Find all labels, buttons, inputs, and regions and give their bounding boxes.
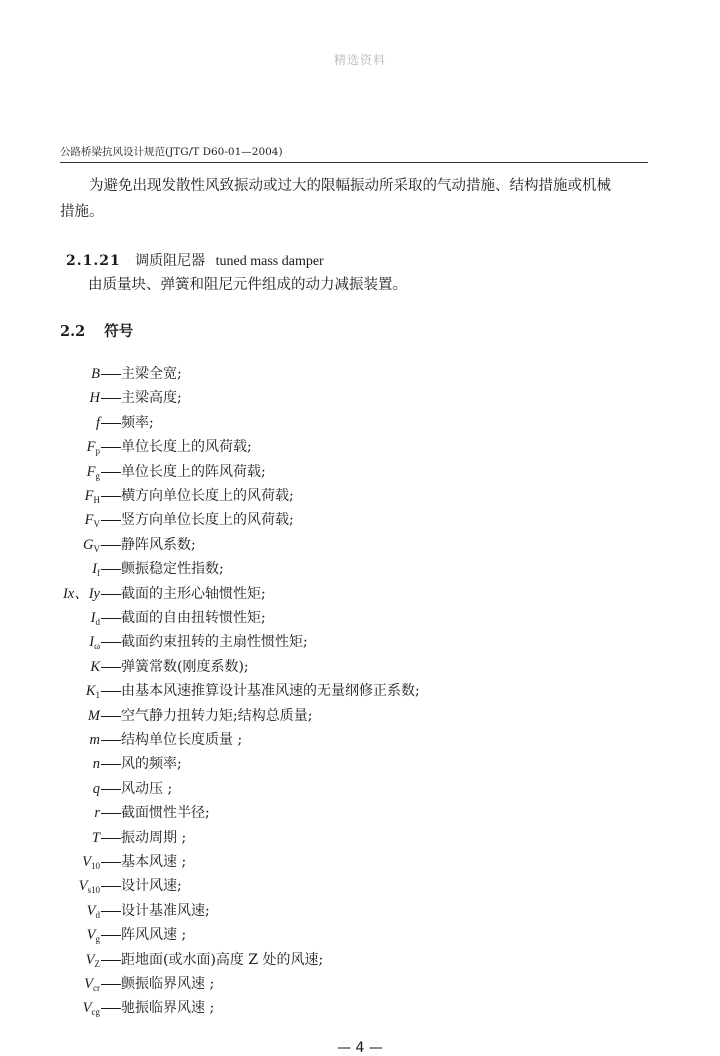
em-dash-separator: [101, 398, 121, 399]
clause-term: 调质阻尼器: [135, 253, 206, 269]
symbol-letter: H: [89, 390, 100, 407]
em-dash-separator: [101, 447, 121, 448]
symbol-description: 风动压 ;: [121, 780, 173, 797]
header-rule: [60, 162, 648, 163]
symbol-row: [0, 828, 720, 848]
symbol-row: [0, 901, 720, 921]
symbol-letter: q: [92, 780, 100, 797]
symbol-notation: [91, 364, 100, 384]
symbol-row: [0, 388, 720, 408]
symbol-letter: V: [82, 854, 91, 870]
symbol-row: [0, 681, 720, 701]
symbol-letter: K: [85, 683, 96, 700]
symbol-row: [0, 754, 720, 774]
symbol-description: 结构单位长度质量 ;: [121, 732, 243, 748]
symbol-row: [0, 852, 720, 872]
symbol-letter: K: [90, 658, 100, 675]
symbol-letter: m: [89, 732, 100, 748]
section-heading: [60, 320, 133, 341]
intro-paragraph-line-1: 为避免出现发散性风致振动或过大的限幅振动所采取的气动措施、结构措施或机械: [89, 178, 611, 194]
symbol-notation: [79, 876, 100, 900]
symbol-row: [0, 657, 720, 677]
symbol-subscript: cg: [91, 1007, 100, 1018]
symbol-row: [0, 925, 720, 945]
symbol-subscript: g: [95, 934, 100, 945]
em-dash-separator: [101, 862, 121, 863]
symbol-notation: [86, 681, 100, 705]
symbol-description: 主梁全宽;: [121, 366, 182, 382]
em-dash-separator: [101, 569, 121, 570]
em-dash-separator: [101, 984, 121, 985]
symbol-subscript: cr: [93, 983, 100, 993]
em-dash-separator: [101, 691, 121, 692]
clause-definition: 由质量块、弹簧和阻尼元件组成的动力减振装置。: [88, 277, 407, 293]
symbol-notation: [90, 657, 100, 677]
symbol-letter: F: [84, 488, 94, 504]
symbol-letter: G: [83, 536, 94, 553]
symbol-description: 距地面(或水面)高度 Z 处的风速;: [121, 951, 324, 968]
symbol-notation: [83, 535, 100, 559]
symbol-description: 驰振临界风速 ;: [121, 1000, 215, 1017]
symbol-row: [0, 974, 720, 994]
symbol-row: [0, 364, 720, 384]
symbol-row: [0, 706, 720, 726]
symbol-letter: n: [92, 756, 100, 773]
em-dash-separator: [101, 813, 121, 814]
symbol-row: [0, 950, 720, 970]
em-dash-separator: [101, 520, 121, 521]
symbol-description: 设计风速;: [121, 878, 182, 895]
symbol-row: [0, 876, 720, 896]
symbol-notation: [92, 559, 100, 583]
symbol-description: 截面惯性半径;: [121, 805, 210, 822]
symbol-description: 颤振稳定性指数;: [121, 561, 224, 578]
em-dash-separator: [101, 789, 121, 790]
symbol-notation: [87, 901, 100, 925]
symbol-subscript: 1: [95, 690, 100, 701]
em-dash-separator: [101, 838, 121, 839]
symbol-description: 竖方向单位长度上的风荷载;: [121, 512, 294, 529]
symbol-letter: F: [86, 463, 96, 480]
symbol-notation: [91, 608, 100, 632]
symbol-subscript: ω: [94, 641, 100, 652]
em-dash-separator: [101, 935, 121, 936]
em-dash-separator: [101, 472, 121, 473]
symbol-notation: [94, 803, 100, 823]
symbol-row: [0, 779, 720, 799]
symbol-description: 阵风风速 ;: [121, 927, 187, 944]
em-dash-separator: [101, 716, 121, 717]
symbol-row: [0, 998, 720, 1018]
symbol-description: 频率;: [121, 414, 154, 431]
intro-paragraph-line-2: 措施。: [60, 204, 104, 220]
symbol-row: [0, 559, 720, 579]
symbol-notation: [63, 584, 100, 604]
symbol-notation: [86, 950, 100, 974]
symbol-letter: r: [94, 805, 100, 822]
em-dash-separator: [101, 594, 121, 595]
symbol-subscript: g: [95, 470, 100, 481]
clause-heading: [66, 250, 324, 270]
symbol-row: [0, 462, 720, 482]
symbol-description: 静阵风系数;: [121, 536, 196, 553]
em-dash-separator: [101, 911, 121, 912]
symbol-notation: [96, 413, 100, 433]
symbol-description: 截面约束扭转的主扇性惯性矩;: [121, 634, 308, 651]
symbol-letter: Ix、Iy: [62, 585, 100, 602]
em-dash-separator: [101, 886, 121, 887]
clause-term-en: tuned mass damper: [215, 254, 324, 269]
symbol-notation: [93, 779, 100, 799]
symbol-row: [0, 730, 720, 750]
em-dash-separator: [101, 423, 121, 424]
symbol-letter: V: [82, 1000, 92, 1017]
symbol-notation: [85, 510, 100, 534]
symbol-notation: [87, 925, 100, 949]
symbol-subscript: d: [95, 617, 100, 627]
watermark-text: 精选资料: [333, 53, 386, 67]
symbol-description: 振动周期 ;: [121, 829, 187, 846]
symbol-notation: [88, 706, 100, 726]
symbol-row: [0, 486, 720, 506]
em-dash-separator: [101, 642, 121, 643]
symbol-subscript: 10: [91, 861, 100, 871]
symbol-notation: [89, 632, 100, 656]
symbol-row: [0, 584, 720, 604]
symbol-description: 单位长度上的阵风荷载;: [121, 463, 266, 480]
symbol-notation: [84, 974, 100, 998]
symbol-subscript: Z: [94, 958, 100, 969]
symbol-description: 风的频率;: [121, 756, 182, 773]
symbol-description: 截面的自由扭转惯性矩;: [121, 610, 266, 626]
symbol-row: [0, 413, 720, 433]
symbol-letter: F: [84, 512, 94, 529]
clause-number: 2.1.21: [66, 253, 121, 269]
symbol-subscript: d: [95, 909, 100, 920]
symbol-row: [0, 437, 720, 457]
symbol-description: 截面的主形心轴惯性矩;: [121, 585, 266, 602]
symbol-notation: [85, 486, 100, 510]
symbol-subscript: V: [93, 519, 100, 530]
symbol-letter: T: [91, 829, 100, 846]
symbol-notation: [92, 828, 100, 848]
section-number: 2.2: [60, 323, 86, 340]
symbol-letter: M: [87, 707, 100, 724]
page-number: — 4 —: [337, 1040, 383, 1056]
symbol-letter: V: [86, 927, 96, 944]
symbol-description: 空气静力扭转力矩;结构总质量;: [121, 707, 313, 724]
em-dash-separator: [101, 1008, 121, 1009]
symbol-description: 主梁高度;: [121, 390, 182, 407]
symbol-letter: F: [86, 439, 96, 456]
symbol-row: [0, 608, 720, 628]
symbol-subscript: p: [95, 446, 100, 457]
symbol-notation: [82, 852, 100, 876]
em-dash-separator: [101, 740, 121, 741]
symbol-letter: V: [84, 976, 93, 992]
symbol-row: [0, 803, 720, 823]
symbol-description: 横方向单位长度上的风荷载;: [121, 488, 294, 504]
symbol-description: 由基本风速推算设计基准风速的无量纲修正系数;: [121, 683, 420, 700]
symbol-notation: [90, 730, 100, 750]
em-dash-separator: [101, 764, 121, 765]
symbol-notation: [87, 437, 100, 461]
symbol-subscript: V: [93, 543, 100, 554]
symbol-description: 弹簧常数(刚度系数);: [121, 658, 249, 675]
running-header: 公路桥梁抗风设计规范(JTG/T D60-01—2004): [60, 146, 283, 158]
symbol-letter: I: [90, 610, 96, 626]
em-dash-separator: [101, 545, 121, 546]
symbol-notation: [87, 462, 100, 486]
section-title: 符号: [104, 323, 134, 340]
symbol-letter: f: [95, 414, 100, 431]
symbol-letter: V: [78, 878, 88, 895]
symbol-description: 基本风速 ;: [121, 854, 187, 870]
symbol-subscript: s10: [87, 885, 100, 896]
symbol-letter: I: [89, 634, 95, 651]
symbol-row: [0, 632, 720, 652]
symbol-letter: I: [92, 561, 97, 578]
em-dash-separator: [101, 496, 121, 497]
symbol-letter: B: [91, 366, 100, 382]
symbol-letter: V: [86, 902, 96, 919]
symbol-row: [0, 535, 720, 555]
symbol-notation: [83, 998, 100, 1022]
symbol-row: [0, 510, 720, 530]
symbol-description: 单位长度上的风荷载;: [121, 439, 252, 456]
symbol-subscript: f: [97, 568, 100, 579]
em-dash-separator: [101, 667, 121, 668]
symbol-notation: [93, 754, 100, 774]
em-dash-separator: [101, 618, 121, 619]
symbol-description: 颤振临界风速 ;: [121, 976, 215, 992]
symbol-notation: [90, 388, 100, 408]
symbol-letter: V: [85, 951, 95, 968]
symbol-subscript: H: [93, 495, 100, 505]
em-dash-separator: [101, 374, 121, 375]
em-dash-separator: [101, 960, 121, 961]
symbol-description: 设计基准风速;: [121, 902, 210, 919]
